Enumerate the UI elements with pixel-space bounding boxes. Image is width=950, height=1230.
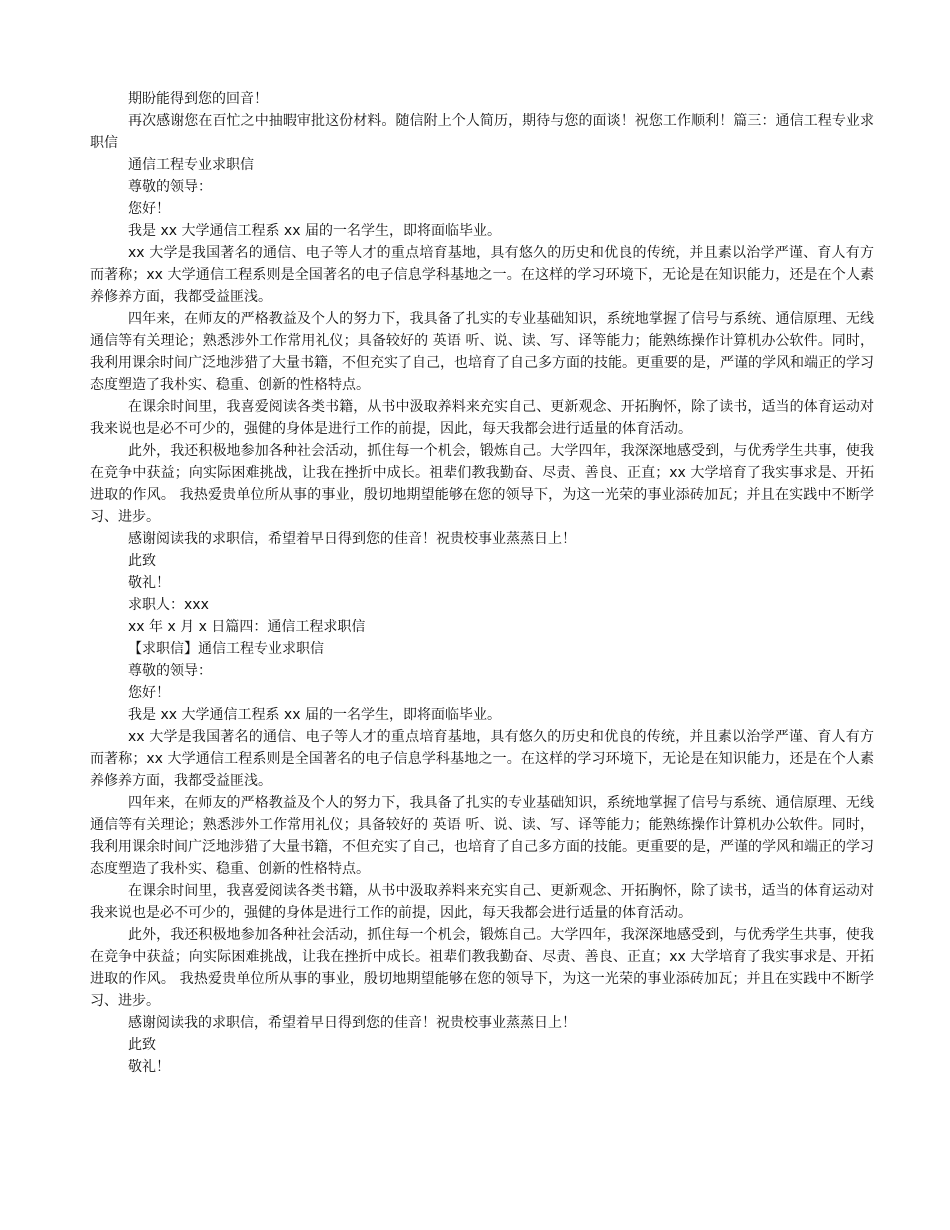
letter-title: 【求职信】通信工程专业求职信	[128, 641, 324, 657]
letter-closing: 感谢阅读我的求职信，希望着早日得到您的佳音！祝贵校事业蒸蒸日上！	[128, 1015, 576, 1031]
paragraph-university: xx 大学是我国著名的通信、电子等人才的重点培育基地，具有悠久的历史和优良的传统，并且素以治学严谨、育人有方而著称；xx 大学通信工程系则是全国著名的电子信息学科基地之一。在这样的学习环境下，无论是在知识能力，还是在个人素养修养方面，我都受益匪浅。	[90, 729, 874, 789]
salutation: 尊敬的领导：	[128, 179, 212, 195]
sign-off-line-1: 此致	[128, 1037, 156, 1053]
sign-off-line-2: 敬礼！	[128, 1059, 170, 1075]
salutation: 尊敬的领导：	[128, 663, 212, 679]
paragraph-hobbies: 在课余时间里，我喜爱阅读各类书籍，从书中汲取养料来充实自己、更新观念、开拓胸怀，除了读书，适当的体育运动对我来说也是必不可少的，强健的身体是进行工作的前提，因此，每天我都会进行适量的体育活动。	[90, 399, 874, 437]
paragraph-activities: 此外，我还积极地参加各种社会活动，抓住每一个机会，锻炼自己。大学四年，我深深地感受到，与优秀学生共事，使我在竞争中获益；向实际困难挑战，让我在挫折中成长。祖辈们教我勤奋、尽责、善良、正直；xx 大学培育了我实事求是、开拓进取的作风。 我热爱贵单位所从事的事业，殷切地期望能够在您的领导下，为这一光荣的事业添砖加瓦；并且在实践中不断学习、进步。	[90, 443, 874, 525]
sign-off-line-1: 此致	[128, 553, 156, 569]
paragraph-hobbies: 在课余时间里，我喜爱阅读各类书籍，从书中汲取养料来充实自己、更新观念、开拓胸怀，除了读书，适当的体育运动对我来说也是必不可少的，强健的身体是进行工作的前提，因此，每天我都会进行适量的体育活动。	[90, 883, 874, 921]
paragraph-skills: 四年来，在师友的严格教益及个人的努力下，我具备了扎实的专业基础知识，系统地掌握了信号与系统、通信原理、无线通信等有关理论；熟悉涉外工作常用礼仪；具备较好的 英语 听、说、读、写、译等能力；能熟练操作计算机办公软件。同时，我利用课余时间广泛地涉猎了大量书籍，不但充实了自己，也培育了自己多方面的技能。更重要的是，严谨的学风和端正的学习态度塑造了我朴实、稳重、创新的性格特点。	[90, 795, 874, 877]
date-and-section-heading: xx 年 x 月 x 日篇四：通信工程求职信	[128, 619, 366, 635]
paragraph-skills: 四年来，在师友的严格教益及个人的努力下，我具备了扎实的专业基础知识，系统地掌握了信号与系统、通信原理、无线通信等有关理论；熟悉涉外工作常用礼仪；具备较好的 英语 听、说、读、写、译等能力；能熟练操作计算机办公软件。同时，我利用课余时间广泛地涉猎了大量书籍，不但充实了自己，也培育了自己多方面的技能。更重要的是，严谨的学风和端正的学习态度塑造了我朴实、稳重、创新的性格特点。	[90, 311, 874, 393]
sign-off-line-2: 敬礼！	[128, 575, 170, 591]
document-body	[90, 88, 874, 1078]
greeting: 您好！	[128, 685, 170, 701]
introduction: 我是 xx 大学通信工程系 xx 届的一名学生，即将面临毕业。	[128, 707, 501, 723]
greeting: 您好！	[128, 201, 170, 217]
paragraph-activities: 此外，我还积极地参加各种社会活动，抓住每一个机会，锻炼自己。大学四年，我深深地感受到，与优秀学生共事，使我在竞争中获益；向实际困难挑战，让我在挫折中成长。祖辈们教我勤奋、尽责、善良、正直；xx 大学培育了我实事求是、开拓进取的作风。 我热爱贵单位所从事的事业，殷切地期望能够在您的领导下，为这一光荣的事业添砖加瓦；并且在实践中不断学习、进步。	[90, 927, 874, 1009]
letter-closing: 感谢阅读我的求职信，希望着早日得到您的佳音！祝贵校事业蒸蒸日上！	[128, 531, 576, 547]
introduction: 我是 xx 大学通信工程系 xx 届的一名学生，即将面临毕业。	[128, 223, 501, 239]
closing-thanks: 再次感谢您在百忙之中抽暇审批这份材料。随信附上个人简历，期待与您的面谈！祝您工作顺利！篇三：通信工程专业求职信	[90, 113, 874, 151]
closing-remark: 期盼能得到您的回音！	[128, 91, 268, 107]
applicant-name: 求职人：xxx	[128, 597, 209, 613]
letter-title: 通信工程专业求职信	[128, 157, 254, 173]
paragraph-university: xx 大学是我国著名的通信、电子等人才的重点培育基地，具有悠久的历史和优良的传统，并且素以治学严谨、育人有方而著称；xx 大学通信工程系则是全国著名的电子信息学科基地之一。在这样的学习环境下，无论是在知识能力，还是在个人素养修养方面，我都受益匪浅。	[90, 245, 874, 305]
